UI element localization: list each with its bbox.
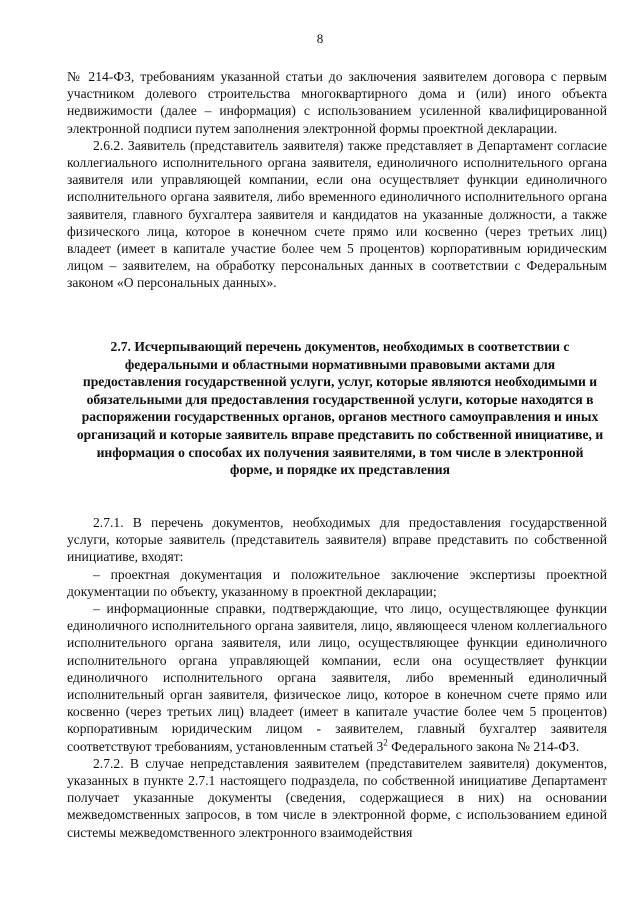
paragraph-2-7-2: 2.7.2. В случае непредставления заявителем (представителем заявителя) документов, указанных в пункте 2.7.1 настоящего подраздела, по собственной инициативе Департамент получает указанные документы (сведения, содержащиеся в них) на основании межведомственных запросов, в том числе в электронной форме, с использованием единой системы межведомственного электронного взаимодействия xyxy=(67,755,607,840)
section-heading-2-7: 2.7. Исчерпывающий перечень документов, необходимых в соответствии с федеральными и областными нормативными правовыми актами для предоставления государственной услуги, услуг, которые являются необходимыми и обязательными для предоставления государственной услуги, которые находятся в распоряжении государственных органов, органов местного самоуправления и иных организаций и которые заявитель вправе представить по собственной инициативе, и информация о способах их получения заявителями, в том числе в электронной форме, и порядке их представления xyxy=(76,339,604,478)
article-superscript: 2 xyxy=(383,737,388,748)
bullet-2-text: – информационные справки, подтверждающие, что лицо, осуществляющее функции единоличного исполнительного органа заявителя, лицо, являющееся членом коллегиального исполнительного органа заявителя, или лицо, осуществляющее функции единоличного исполнительного органа управляющей компании, если она осуществляет функции единоличного исполнительного органа заявителя, либо временный единоличный исполнительный орган заявителя, физическое лицо, которое в конечном счете прямо или косвенно (через третьих лиц) владеет (имеет в капитале участие более чем 5 процентов) корпоративным юридическим лицом - заявителем, главный бухгалтер заявителя соответствуют требованиям, установленным статьей 3 xyxy=(67,601,607,754)
bullet-information-certificates xyxy=(67,600,607,755)
paragraph-2-7-1: 2.7.1. В перечень документов, необходимых для предоставления государственной услуги, которые заявитель (представитель заявителя) вправе представить по собственной инициативе, входят: xyxy=(67,515,607,565)
paragraph-2-6-2: 2.6.2. Заявитель (представитель заявителя) также представляет в Департамент согласие коллегиального исполнительного органа заявителя, единоличного исполнительного органа заявителя или управляющей компании, если она осуществляет функции единоличного исполнительного органа заявителя, либо временного единоличного исполнительного органа заявителя, главного бухгалтера заявителя и кандидатов на указанные должности, а также физического лица, которое в конечном счете прямо или косвенно (через третьих лиц) владеет (имеет в капитале участие более чем 5 процентов) корпоративным юридическим лицом – заявителем, на обработку персональных данных в соответствии с Федеральным законом «О персональных данных». xyxy=(67,137,607,291)
section-2-7-body xyxy=(67,514,607,841)
bullet-project-documentation: – проектная документация и положительное заключение экспертизы проектной документации по объекту, указанному в проектной декларации; xyxy=(67,566,607,599)
bullet-2-tail: Федерального закона № 214-ФЗ. xyxy=(387,738,580,754)
top-text-block xyxy=(67,68,607,292)
page-number: 8 xyxy=(316,31,324,46)
paragraph-continuation: № 214-ФЗ, требованиям указанной статьи до заключения заявителем договора с первым участником долевого строительства многоквартирного дома и (или) иного объекта недвижимости (далее – информация) с использованием усиленной квалифицированной электронной подписи путем заполнения электронной формы проектной декларации. xyxy=(67,69,607,136)
